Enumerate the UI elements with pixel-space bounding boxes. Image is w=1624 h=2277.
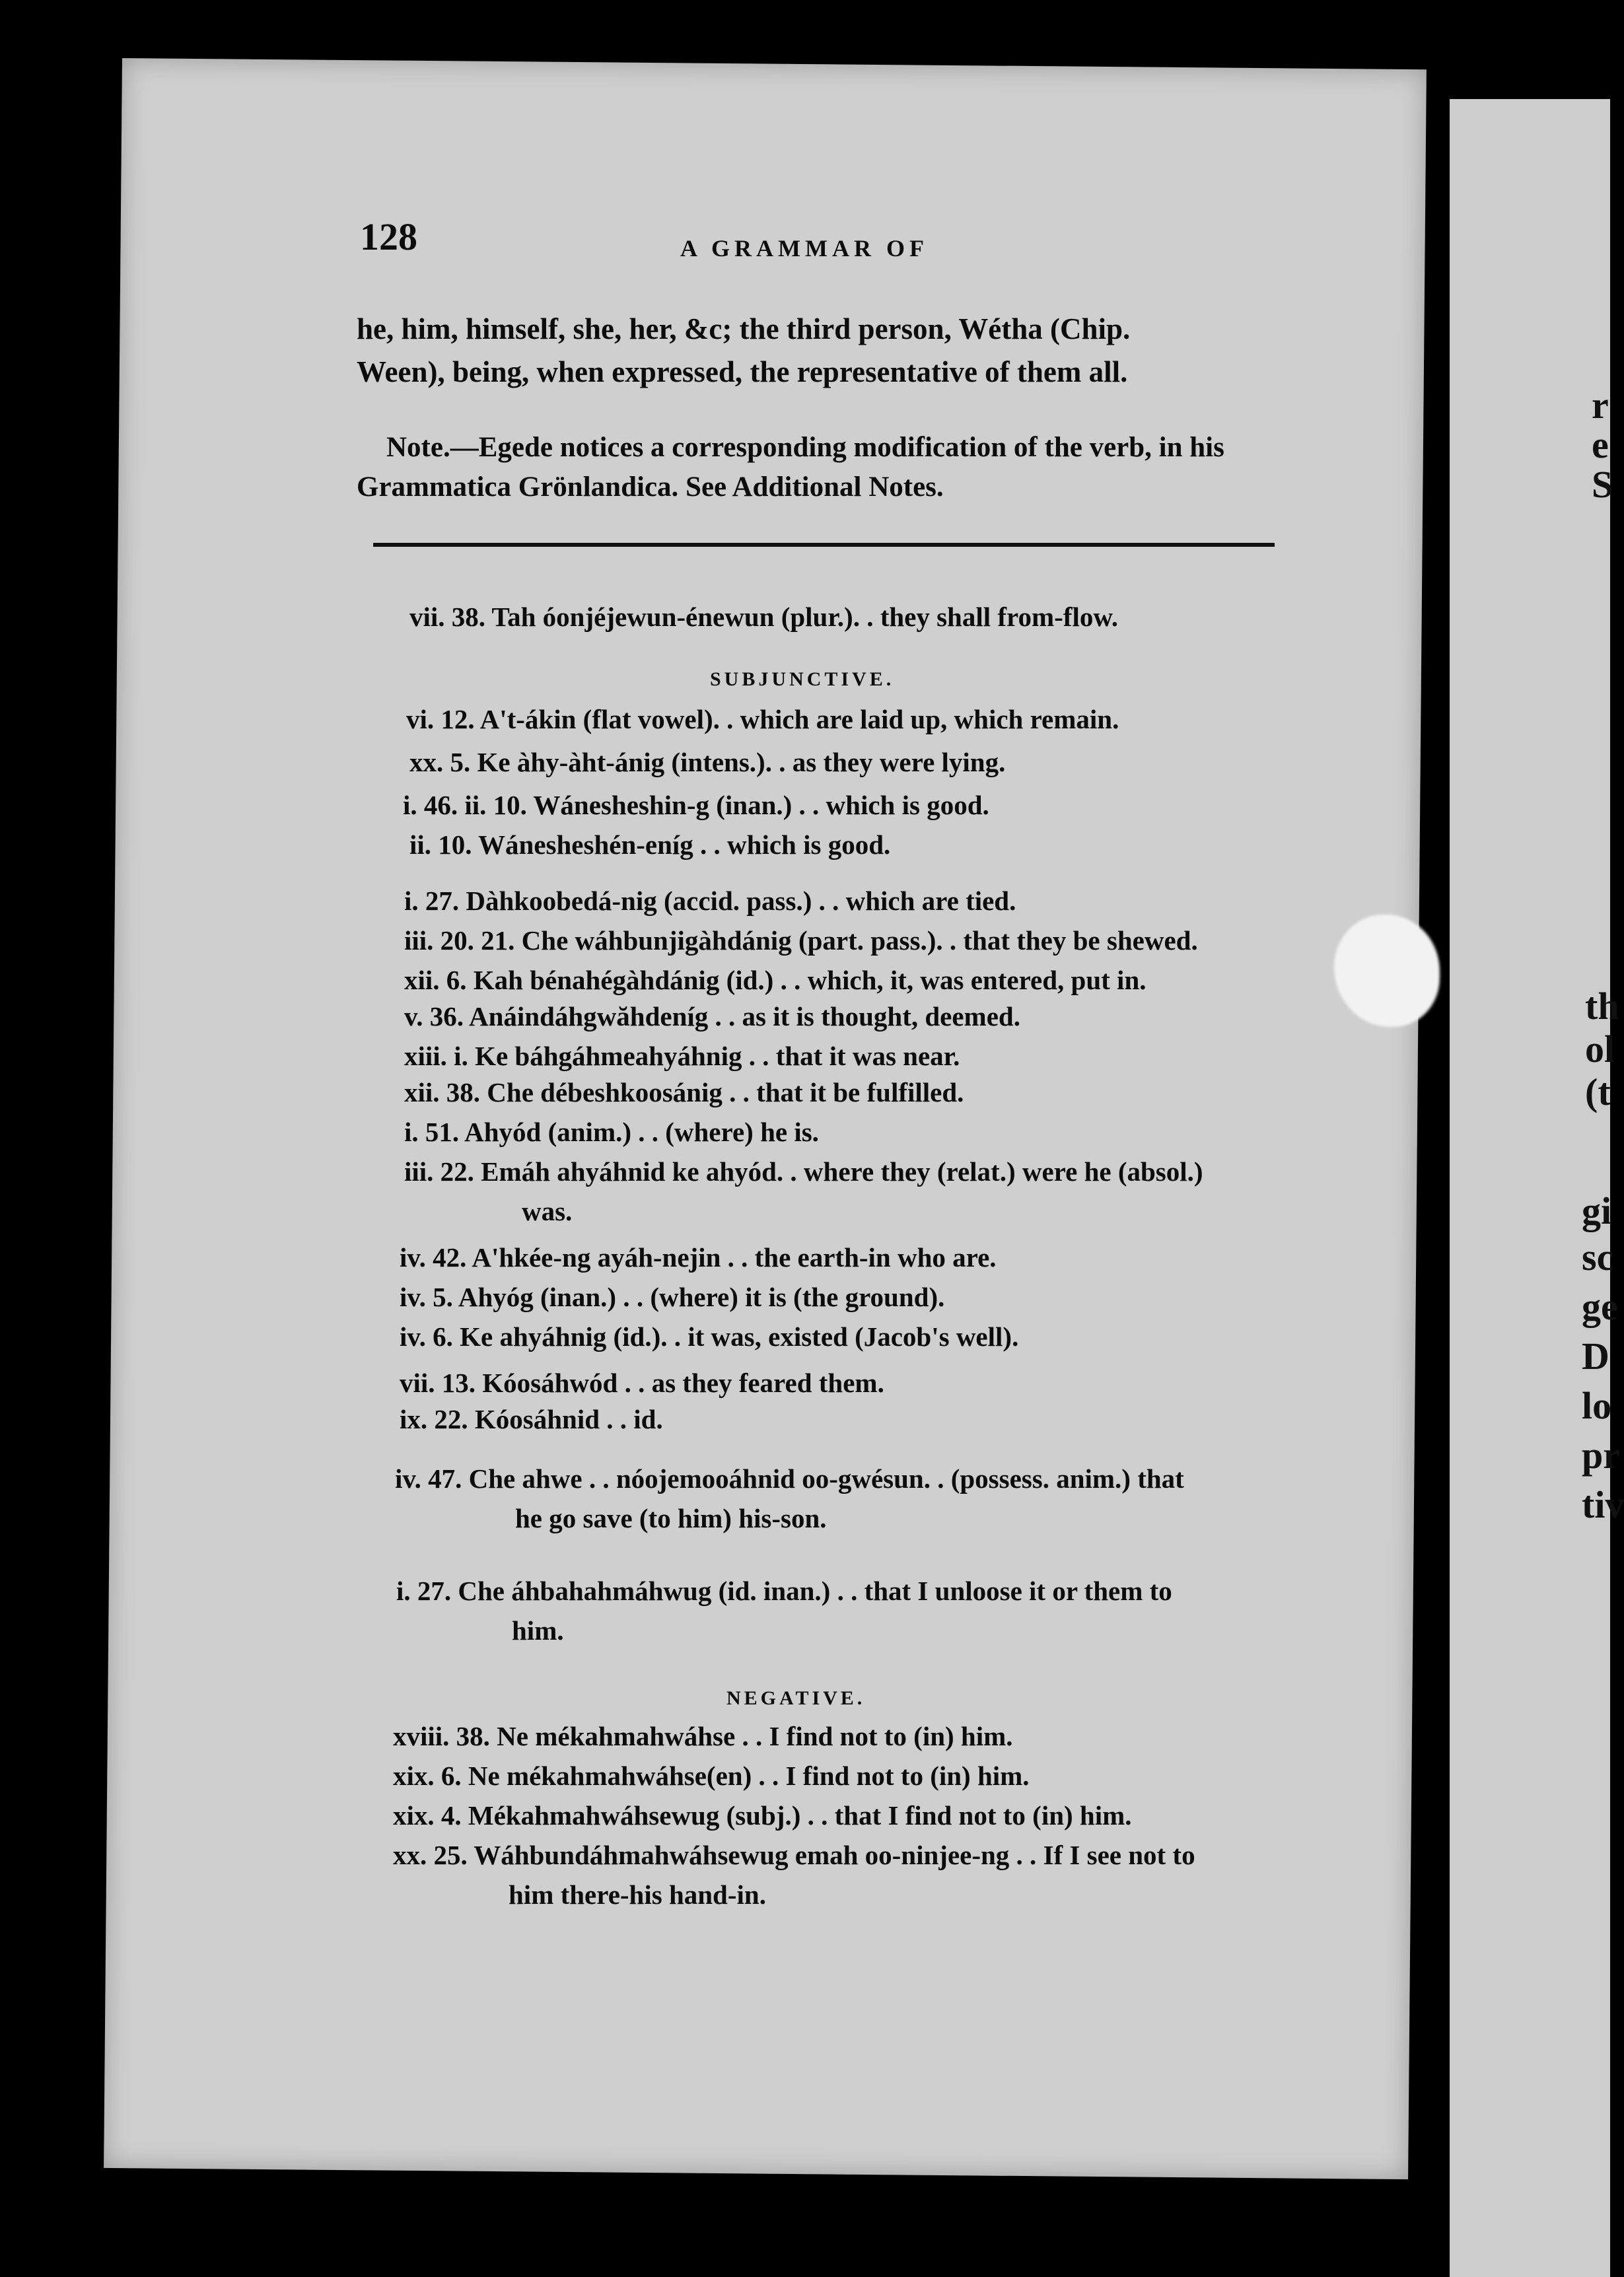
entry-line: xii. 6. Kah bénahégàhdánig (id.) . . which, it, was entered, put in.	[404, 965, 1147, 995]
entry-line: i. 27. Dàhkoobedá-nig (accid. pass.) . . which are tied.	[404, 886, 1016, 916]
entry-line-continued: him there-his hand-in.	[509, 1879, 766, 1910]
entry-line: xix. 6. Ne mékahmahwáhse(en) . . I find not to (in) him.	[393, 1761, 1030, 1791]
entry-line: ii. 10. Wánesheshén-eníg . . which is good.	[409, 829, 891, 860]
entry-line: ix. 22. Kóosáhnid . . id.	[400, 1404, 663, 1434]
entry-line: iii. 22. Emáh ahyáhnid ke ahyód. . where they (relat.) were he (absol.)	[404, 1156, 1203, 1187]
facing-page-fragment: ol	[1585, 1028, 1615, 1070]
note-line: Note.—Egede notices a corresponding modification of the verb, in his	[386, 432, 1224, 463]
facing-page-fragment: sc	[1582, 1236, 1614, 1279]
divider-rule	[373, 543, 1275, 547]
facing-page-fragment: r	[1592, 384, 1609, 427]
entry-line: xviii. 38. Ne mékahmahwáhse . . I find not to (in) him.	[393, 1721, 1013, 1751]
section-heading-subjunctive: SUBJUNCTIVE.	[710, 668, 895, 690]
facing-page-fragment: ge	[1582, 1285, 1618, 1328]
entry-line: xiii. i. Ke báhgáhmeahyáhnig . . that it was near.	[404, 1041, 960, 1071]
facing-page-fragment: (t	[1585, 1070, 1611, 1113]
entry-line: xx. 25. Wáhbundáhmahwáhsewug emah oo-ninjee-ng . . If I see not to	[393, 1840, 1195, 1870]
entry-line-continued: was.	[522, 1196, 573, 1226]
entry-line: vii. 38. Tah óonjéjewun-énewun (plur.). . they shall from-flow.	[409, 602, 1118, 632]
intro-line: Ween), being, when expressed, the representative of them all.	[357, 355, 1128, 388]
running-header: A GRAMMAR OF	[680, 235, 929, 262]
facing-page-fragment: e	[1592, 423, 1609, 466]
entry-line: i. 51. Ahyód (anim.) . . (where) he is.	[404, 1117, 819, 1147]
entry-line: iv. 47. Che ahwe . . nóojemooáhnid oo-gwésun. . (possess. anim.) that	[395, 1463, 1184, 1494]
facing-page-fragment: th	[1585, 985, 1619, 1028]
facing-page-edge	[1450, 99, 1610, 2277]
entry-line: iv. 42. A'hkée-ng ayáh-nejin . . the earth-in who are.	[400, 1242, 997, 1273]
entry-line-continued: he go save (to him) his-son.	[515, 1503, 827, 1533]
facing-page-fragment: tiv	[1582, 1483, 1624, 1526]
facing-page-fragment: lo	[1582, 1384, 1612, 1427]
facing-page-fragment: gi	[1582, 1189, 1612, 1232]
entry-line: i. 27. Che áhbahahmáhwug (id. inan.) . . that I unloose it or them to	[396, 1576, 1172, 1606]
entry-line: v. 36. Anáindáhgwăhdeníg . . as it is thought, deemed.	[404, 1001, 1020, 1032]
entry-line: vii. 13. Kóosáhwód . . as they feared them.	[400, 1368, 884, 1398]
entry-line: vi. 12. A't-ákin (flat vowel). . which are laid up, which remain.	[406, 704, 1119, 734]
page-number: 128	[360, 215, 417, 258]
entry-line-continued: him.	[512, 1615, 564, 1646]
section-heading-negative: NEGATIVE.	[726, 1687, 866, 1709]
entry-line: iv. 6. Ke ahyáhnig (id.). . it was, existed (Jacob's well).	[400, 1321, 1019, 1352]
intro-line: he, him, himself, she, her, &c; the third person, Wétha (Chip.	[357, 312, 1131, 345]
entry-line: xx. 5. Ke àhy-àht-ánig (intens.). . as they were lying.	[409, 747, 1006, 777]
facing-page-fragment: S	[1592, 463, 1613, 506]
entry-line: iv. 5. Ahyóg (inan.) . . (where) it is (the ground).	[400, 1282, 945, 1312]
entry-line: xii. 38. Che débeshkoosánig . . that it be fulfilled.	[404, 1077, 964, 1107]
facing-page-fragment: pr	[1582, 1434, 1620, 1477]
facing-page-fragment: D	[1582, 1335, 1609, 1378]
entry-line: i. 46. ii. 10. Wánesheshin-g (inan.) . . which is good.	[403, 790, 989, 820]
entry-line: xix. 4. Mékahmahwáhsewug (subj.) . . that I find not to (in) him.	[393, 1800, 1132, 1831]
note-line: Grammatica Grönlandica. See Additional Notes.	[357, 472, 944, 503]
entry-line: iii. 20. 21. Che wáhbunjigàhdánig (part. pass.). . that they be shewed.	[404, 925, 1198, 956]
